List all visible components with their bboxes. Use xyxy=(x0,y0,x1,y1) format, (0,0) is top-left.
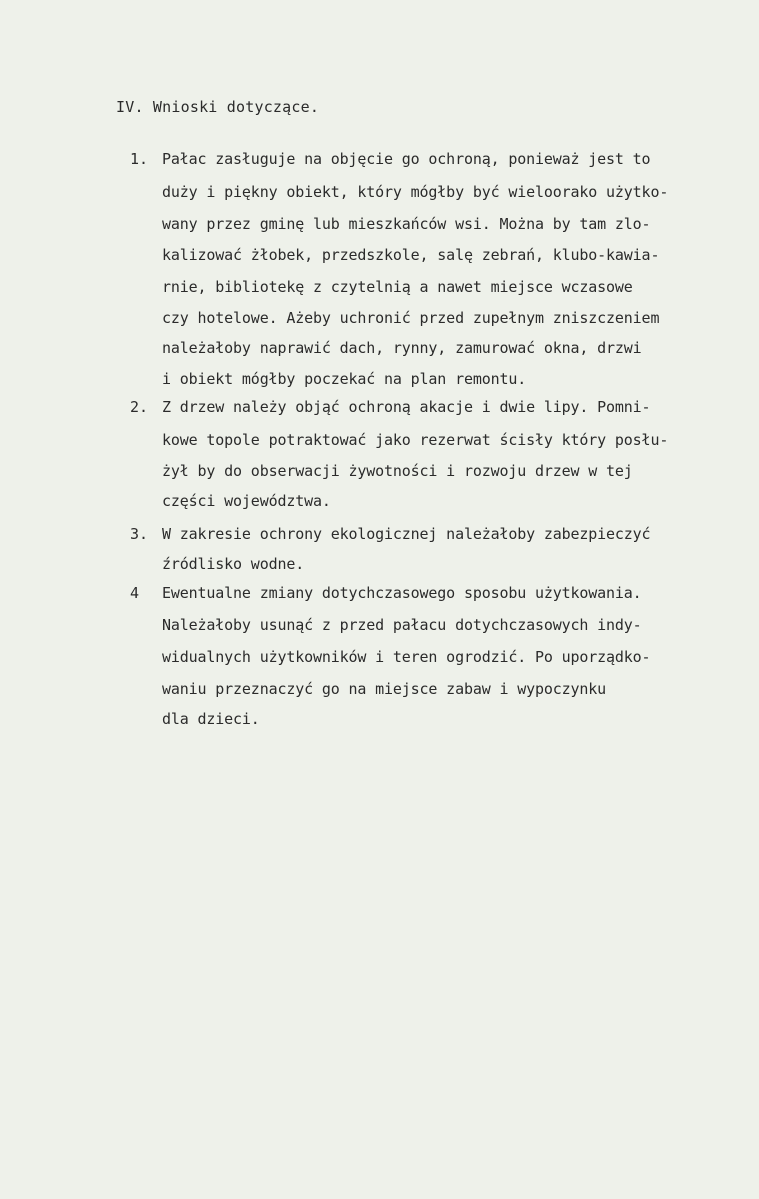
item-number: 1. xyxy=(130,150,149,168)
text-line: Ewentualne zmiany dotychczasowego sposobu użytkowania. xyxy=(162,584,642,602)
text-line: kowe topole potraktować jako rezerwat ścisły który posłu- xyxy=(162,431,669,449)
text-line: należałoby naprawić dach, rynny, zamurować okna, drzwi xyxy=(162,339,642,357)
item-number: 4 xyxy=(130,584,140,602)
text-line: Z drzew należy objąć ochroną akacje i dwie lipy. Pomni- xyxy=(162,398,651,416)
text-line: waniu przeznaczyć go na miejsce zabaw i wypoczynku xyxy=(162,680,607,698)
text-line: W zakresie ochrony ekologicznej należałoby zabezpieczyć xyxy=(162,525,651,543)
text-line: rnie, bibliotekę z czytelnią a nawet miejsce wczasowe xyxy=(162,278,633,296)
item-number: 2. xyxy=(130,398,149,416)
section-heading: IV. Wnioski dotyczące. xyxy=(116,98,320,116)
text-line: dla dzieci. xyxy=(162,710,260,728)
text-line: czy hotelowe. Ażeby uchronić przed zupełnym zniszczeniem xyxy=(162,309,660,327)
text-line: wany przez gminę lub mieszkańców wsi. Można by tam zlo- xyxy=(162,215,651,233)
text-line: duży i piękny obiekt, który mógłby być wieloorako użytko- xyxy=(162,183,669,201)
text-line: źródlisko wodne. xyxy=(162,555,305,573)
text-line: i obiekt mógłby poczekać na plan remontu. xyxy=(162,370,527,388)
item-number: 3. xyxy=(130,525,149,543)
text-line: żył by do obserwacji żywotności i rozwoju drzew w tej xyxy=(162,462,633,480)
text-line: Należałoby usunąć z przed pałacu dotychczasowych indy- xyxy=(162,616,642,634)
text-line: Pałac zasługuje na objęcie go ochroną, ponieważ jest to xyxy=(162,150,651,168)
text-line: części województwa. xyxy=(162,492,331,510)
text-line: kalizować żłobek, przedszkole, salę zebrań, klubo-kawia- xyxy=(162,246,660,264)
text-line: widualnych użytkowników i teren ogrodzić. Po uporządko- xyxy=(162,648,651,666)
